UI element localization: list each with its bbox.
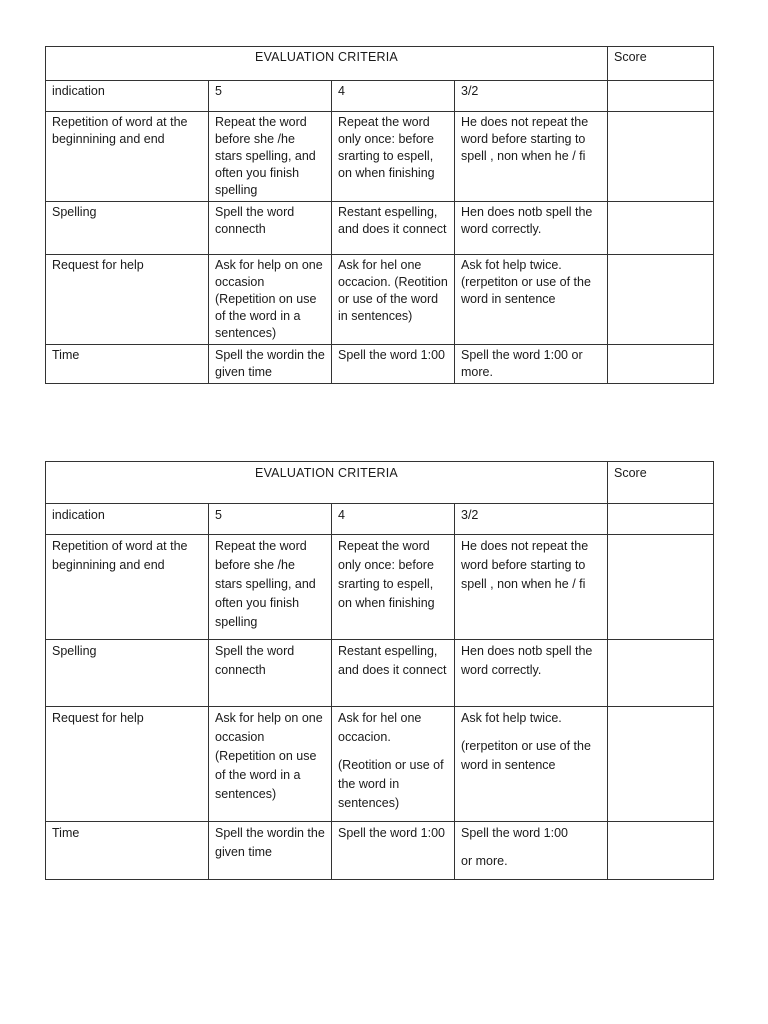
spelling-level-4: Restant espelling, and does it connect xyxy=(332,640,455,707)
table-title: EVALUATION CRITERIA xyxy=(46,47,608,81)
score-cell xyxy=(608,535,714,640)
score-cell xyxy=(608,81,714,112)
table-title: EVALUATION CRITERIA xyxy=(46,462,608,504)
criterion-request-help: Request for help xyxy=(46,707,209,822)
criterion-spelling: Spelling xyxy=(46,202,209,255)
evaluation-table-1 xyxy=(45,46,714,384)
help-level-4 xyxy=(332,707,455,822)
help-level-4-line-2: (Reotition or use of the word in sentences) xyxy=(338,758,444,810)
time-level-3-2 xyxy=(455,822,608,880)
score-cell xyxy=(608,255,714,345)
score-cell xyxy=(608,202,714,255)
time-level-3-2-line-2: or more. xyxy=(461,854,508,868)
spelling-level-3-2: Hen does notb spell the word correctly. xyxy=(455,640,608,707)
criterion-repetition: Repetition of word at the beginnining and end xyxy=(46,535,209,640)
level-3-2-header: 3/2 xyxy=(455,81,608,112)
level-4-header: 4 xyxy=(332,81,455,112)
spelling-level-5: Spell the word connecth xyxy=(209,640,332,707)
score-cell xyxy=(608,822,714,880)
level-5-header: 5 xyxy=(209,81,332,112)
help-level-4-line-1: Ask for hel one occacion. xyxy=(338,711,422,744)
level-4-header: 4 xyxy=(332,504,455,535)
help-level-3-2 xyxy=(455,707,608,822)
indication-header: indication xyxy=(46,504,209,535)
help-level-3-2-line-2: (rerpetiton or use of the word in sentence xyxy=(461,739,591,772)
help-level-5: Ask for help on one occasion (Repetition on use of the word in a sentences) xyxy=(209,255,332,345)
time-level-5: Spell the wordin the given time xyxy=(209,822,332,880)
level-3-2-header: 3/2 xyxy=(455,504,608,535)
criterion-spelling: Spelling xyxy=(46,640,209,707)
score-cell xyxy=(608,504,714,535)
repetition-level-3-2: He does not repeat the word before starting to spell , non when he / fi xyxy=(455,535,608,640)
help-level-3-2-line-1: Ask fot help twice. xyxy=(461,711,562,725)
spelling-level-5: Spell the word connecth xyxy=(209,202,332,255)
score-cell xyxy=(608,640,714,707)
help-level-3-2: Ask fot help twice. (rerpetiton or use of the word in sentence xyxy=(455,255,608,345)
time-level-3-2: Spell the word 1:00 or more. xyxy=(455,345,608,384)
help-level-5: Ask for help on one occasion (Repetition on use of the word in a sentences) xyxy=(209,707,332,822)
repetition-level-5: Repeat the word before she /he stars spelling, and often you finish spelling xyxy=(209,112,332,202)
level-5-header: 5 xyxy=(209,504,332,535)
criterion-time: Time xyxy=(46,822,209,880)
criterion-repetition: Repetition of word at the beginnining and end xyxy=(46,112,209,202)
score-header: Score xyxy=(608,462,714,504)
score-cell xyxy=(608,112,714,202)
help-level-4: Ask for hel one occacion. (Reotition or use of the word in sentences) xyxy=(332,255,455,345)
time-level-4: Spell the word 1:00 xyxy=(332,822,455,880)
criterion-request-help: Request for help xyxy=(46,255,209,345)
time-level-5: Spell the wordin the given time xyxy=(209,345,332,384)
repetition-level-4: Repeat the word only once: before srarting to espell, on when finishing xyxy=(332,535,455,640)
evaluation-table-2 xyxy=(45,461,714,880)
spelling-level-4: Restant espelling, and does it connect xyxy=(332,202,455,255)
repetition-level-5: Repeat the word before she /he stars spelling, and often you finish spelling xyxy=(209,535,332,640)
repetition-level-4: Repeat the word only once: before srarting to espell, on when finishing xyxy=(332,112,455,202)
time-level-4: Spell the word 1:00 xyxy=(332,345,455,384)
repetition-level-3-2: He does not repeat the word before starting to spell , non when he / fi xyxy=(455,112,608,202)
score-cell xyxy=(608,707,714,822)
score-cell xyxy=(608,345,714,384)
criterion-time: Time xyxy=(46,345,209,384)
time-level-3-2-line-1: Spell the word 1:00 xyxy=(461,826,569,840)
spelling-level-3-2: Hen does notb spell the word correctly. xyxy=(455,202,608,255)
score-header: Score xyxy=(608,47,714,81)
indication-header: indication xyxy=(46,81,209,112)
